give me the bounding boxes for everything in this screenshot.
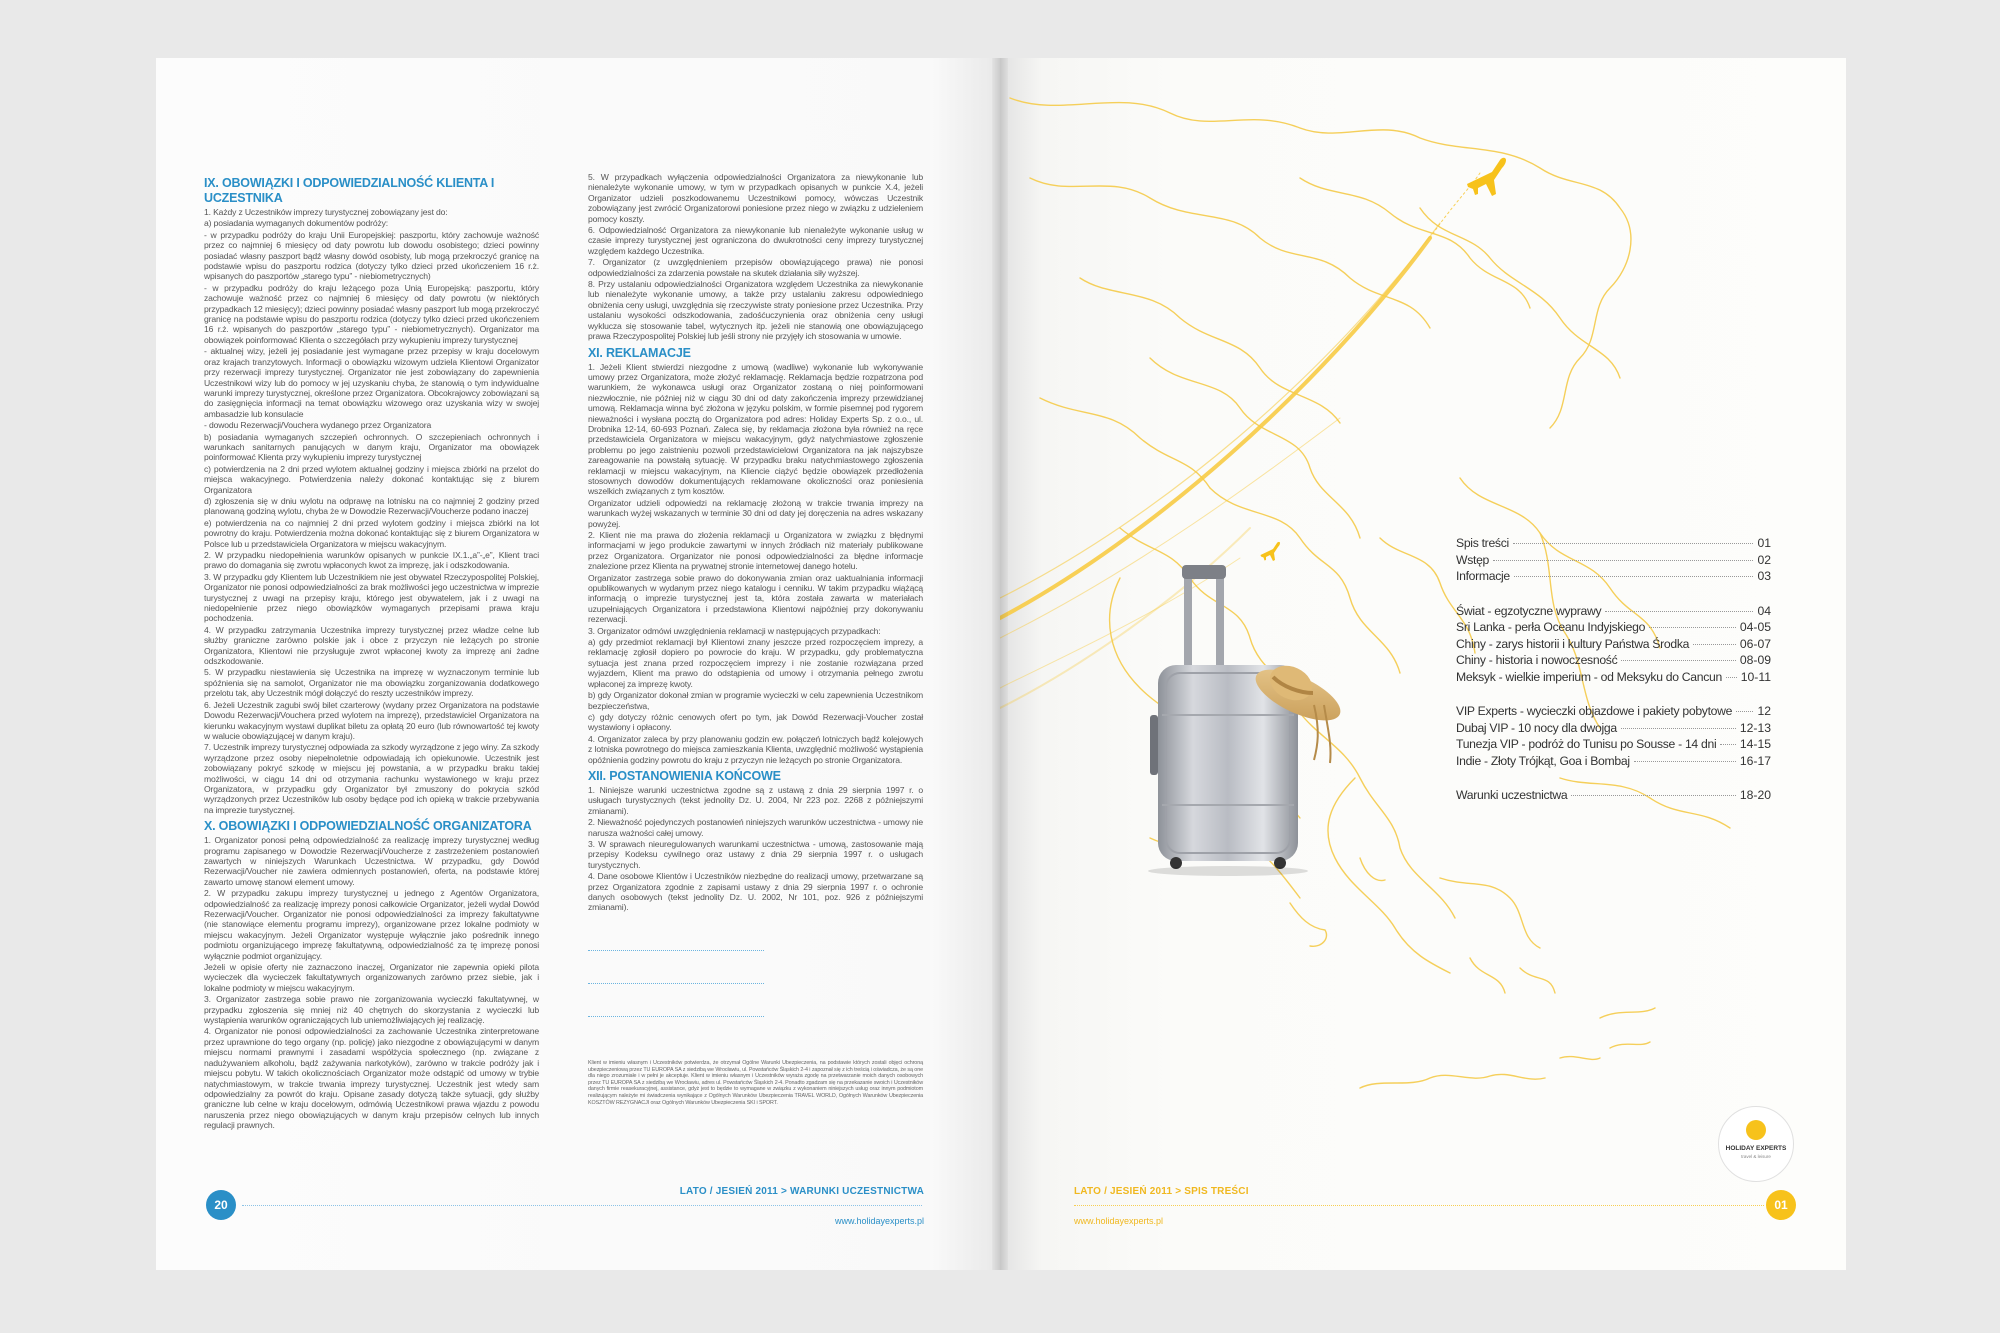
toc-entry-page: 10-11 xyxy=(1740,669,1771,684)
logo-wordmark: HOLIDAY EXPERTS xyxy=(1725,1145,1787,1152)
toc-entry-title: Dubaj VIP - 10 nocy dla dwojga xyxy=(1456,720,1617,735)
page-number-badge: 01 xyxy=(1766,1190,1796,1220)
toc-entry-page: 03 xyxy=(1757,569,1771,583)
toc-entry-title: Chiny - zarys historii i kultury Państwa Środka xyxy=(1456,636,1690,651)
toc-entry[interactable] xyxy=(1456,754,1771,771)
toc-entry[interactable] xyxy=(1456,637,1771,654)
toc-entry[interactable] xyxy=(1456,737,1771,754)
toc-spacer xyxy=(1456,586,1771,604)
toc-entry-title: Sri Lanka - perła Oceanu Indyjskiego xyxy=(1456,620,1646,634)
terms-paragraph: 4. Organizator nie ponosi odpowiedzialności za zachowanie Uczestnika zinterpretowane przez uprawnione do tego organy (np. policję) jako niezgodne z obowiązującymi w danym miejscu normami prawnymi i zasadami współżycia społecznego (np. związane z nadużywaniem alkoholu, bądź zażywania narkotyków), zarówno w trakcie podróży jak i miejscu pobytu. W takich okolicznościach Organizator może odstąpić od umowy w trybie natychmiastowym, w trakcie trwania imprezy turystycznej. Uczestnik jest wtedy sam odpowiedzialny za powrót do kraju. Opisane zasady dotyczą także sytuacji, gdy służby graniczne lub celne w kraju docelowym, odmówią Uczestnikowi prawa wjazdu z powodu naruszenia przez niego obowiązujących w danym kraju przepisów celnych lub innych regulacji prawnych. xyxy=(204,1026,539,1131)
terms-paragraph: 3. W przypadku gdy Klientem lub Uczestnikiem nie jest obywatel Rzeczypospolitej Polskiej, Organizator nie ponosi odpowiedzialności za brak możliwości jego uczestnictwa w imprezie turystycznej z uwagi na przepisy kraju, którego jest obywatelem, jak i z uwagi na niedopełnienie przez niego obowiązków wymaganych przepisami prawa kraju pochodzenia. xyxy=(204,571,539,624)
section-xii-title: XII. POSTANOWIENIA KOŃCOWE xyxy=(588,768,781,783)
toc-entry-page: 14-15 xyxy=(1739,737,1771,751)
toc-entry-title: Wstęp xyxy=(1456,552,1490,567)
toc-spacer xyxy=(1456,770,1771,788)
section-xi-body xyxy=(588,362,923,765)
toc-entry[interactable] xyxy=(1456,788,1771,805)
section-xi-title: XI. REKLAMACJE xyxy=(588,345,691,360)
toc-leader-dots xyxy=(1720,744,1735,745)
terms-paragraph: a) posiadania wymaganych dokumentów podróży: xyxy=(204,218,389,229)
sun-icon xyxy=(1746,1120,1766,1140)
toc-leader-dots xyxy=(1571,795,1735,796)
footer-dotted-rule xyxy=(242,1205,922,1206)
airplane-icon xyxy=(1462,154,1510,198)
terms-paragraph: 3. Organizator odmówi uwzględnienia reklamacji w następujących przypadkach: xyxy=(588,625,881,636)
terms-paragraph: - w przypadku podróży do kraju leżącego poza Unią Europejską: paszportu, który zachowuje ważność przez co najmniej 6 miesięcy od daty powrotu (w niektórych przypadkach 12 miesięcy); dzieci powinny posiadać własny paszport lub mogą przekroczyć granicę na podstawie wpisu do paszportu rodzica (dotyczy tylko dzieci przed ukończeniem 16 r.ż. wpisanych do paszportów „starego typu” - niebiometrycznych). Organizator ma obowiązek poinformować Klienta o szczegółach przy wykupieniu imprezy turystycznej xyxy=(204,282,539,345)
terms-paragraph: 1. Organizator ponosi pełną odpowiedzialność za realizację imprezy turystycznej według programu zapisanego w Dowodzie Rezerwacji/Voucherze z zastrzeżeniem postanowień zawartych w niniejszych Warunkach Uczestnictwa. W przypadku, gdy Dowód Rezerwacji/Voucher nie zawiera odmiennych postanowień, oferta, na podstawie której zawarto umowę stanowi element umowy. xyxy=(204,835,539,887)
toc-entry-page: 02 xyxy=(1757,552,1771,567)
page-number-badge: 20 xyxy=(206,1190,236,1220)
signature-line xyxy=(588,1016,764,1017)
footer-section-label: LATO / JESIEŃ 2011 > WARUNKI UCZESTNICTWA xyxy=(679,1186,924,1197)
toc-leader-dots xyxy=(1514,576,1754,577)
signature-line xyxy=(588,950,764,951)
toc-entry[interactable] xyxy=(1456,604,1771,621)
terms-paragraph: 3. W sprawach nieuregulowanych warunkami uczestnictwa - umową, zastosowanie mają przepisy Kodeksu cywilnego oraz ustawy z dnia 29 sierpnia 1997 r. o usługach turystycznych. xyxy=(588,838,923,870)
terms-paragraph: c) gdy dotyczy różnic cenowych ofert po tym, jak Dowód Rezerwacji-Voucher został wystawiony i opłacony. xyxy=(588,711,923,733)
toc-entry[interactable] xyxy=(1456,721,1771,738)
toc-entry[interactable] xyxy=(1456,620,1771,637)
terms-paragraph: 4. W przypadku zatrzymania Uczestnika imprezy turystycznej przez władze celne lub służby graniczne zarówno polskie jak i obce z przyczyn nie leżących po stronie Organizatora, Klientowi nie przysługuje zwrot wpłaconej kwoty za imprezę ani żadne odszkodowanie. xyxy=(204,624,539,667)
footer-url: www.holidayexperts.pl xyxy=(834,1216,924,1226)
toc-group xyxy=(1456,604,1771,687)
spine-shadow xyxy=(992,58,1008,1270)
toc-entry[interactable] xyxy=(1456,653,1771,670)
toc-leader-dots xyxy=(1634,761,1736,762)
airplane-small-icon xyxy=(1258,540,1282,562)
toc-leader-dots xyxy=(1621,728,1736,729)
signature-line xyxy=(588,983,764,984)
toc-group xyxy=(1456,788,1771,805)
section-ix-title: IX. OBOWIĄZKI I ODPOWIEDZIALNOŚĆ KLIENTA I UCZESTNIKA xyxy=(204,176,495,205)
toc-entry-title: Informacje xyxy=(1456,569,1510,583)
terms-paragraph: a) gdy przedmiot reklamacji był Klientowi znany jeszcze przed rozpoczęciem imprezy, a reklamację zgłosił dopiero po powrocie do kraju. W przypadku, gdy problematyczna sytuacja jest znana przed rozpoczęciem imprezy i nie zostanie rozwiązana przed wyjazdem, Klient ma prawo do odstąpienia od umowy i otrzymania pełnego zwrotu wpłaconej za imprezę kwoty. xyxy=(588,637,923,689)
terms-paragraph: 1. Każdy z Uczestników imprezy turystycznej zobowiązany jest do: xyxy=(204,207,448,217)
toc-entry-page: 16-17 xyxy=(1739,753,1771,768)
toc-entry[interactable] xyxy=(1456,569,1771,586)
terms-paragraph: b) posiadania wymaganych szczepień ochronnych. O szczepieniach ochronnych i warunkach sanitarnych panujących w danym kraju, Organizator ma obowiązek poinformować Klienta przy wykupieniu imprezy turystycznej xyxy=(204,431,539,463)
toc-entry-title: Spis treści xyxy=(1456,536,1509,550)
footer-url: www.holidayexperts.pl xyxy=(1074,1216,1164,1226)
toc-leader-dots xyxy=(1693,644,1736,645)
toc-entry-page: 04 xyxy=(1757,603,1771,618)
toc-leader-dots xyxy=(1736,711,1753,712)
toc-entry-page: 18-20 xyxy=(1739,788,1771,802)
toc-entry[interactable] xyxy=(1456,670,1771,687)
terms-paragraph: 4. Organizator zaleca by przy planowaniu godzin ew. połączeń lotniczych bądź kolejowych z lotniska powrotnego do miejsca zamieszkania Klienta, uwzględnić możliwość wystąpienia opóźnienia godziny powrotu do kraju z przyczyn nie leżących po stronie Organizatora. xyxy=(588,733,923,765)
terms-paragraph: 4. Dane osobowe Klientów i Uczestników niezbędne do realizacji umowy, przetwarzane są przez Organizatora zgodnie z zapisami ustawy z dnia 29 sierpnia 1997 r. o ochronie danych osobowych (tekst jednolity Dz. U. 2002, Nr 101, poz. 926 z późniejszymi zmianami). xyxy=(588,871,923,913)
terms-paragraph: e) potwierdzenia na co najmniej 2 dni przed wylotem godziny i miejsca zbiórki na lot powrotny do kraju. Potwierdzenia można dokonać kontaktując się z biurem Organizatora w Polsce lub u przedstawiciela Organizatora w miejscu wakacyjnym. xyxy=(204,517,539,549)
section-x-title: X. OBOWIĄZKI I ODPOWIEDZIALNOŚĆ ORGANIZATORA xyxy=(204,819,532,834)
toc-entry-page: 06-07 xyxy=(1739,636,1771,651)
toc-entry-title: Warunki uczestnictwa xyxy=(1456,788,1568,802)
toc-group xyxy=(1456,704,1771,770)
section-xii-body xyxy=(588,785,923,913)
terms-paragraph: 2. W przypadku niedopełnienia warunków opisanych w punkcie IX.1.„a”-„e”, Klient traci prawo do domagania się zwrotu wpłaconych kwot za imprezę, jak i odszkodowania. xyxy=(204,550,539,571)
right-page xyxy=(1000,58,1846,1270)
terms-paragraph: c) potwierdzenia na 2 dni przed wylotem aktualnej godziny i miejsca zbiórki na przelot do miejsca wakacyjnego. Potwierdzenia należy dokonać kontaktując się z biurem Organizatora xyxy=(204,463,539,495)
terms-paragraph: 5. W przypadkach wyłączenia odpowiedzialności Organizatora za niewykonanie lub nienależyte wykonanie umowy, w tym w przypadkach opisanych w punkcie X.4, jeżeli Organizator udzieli poszkodowanemu Uczestnikowi pomocy, wówczas Uczestnik zobowiązany jest zwrócić Organizatorowi poniesione przez niego w związku z udzieleniem pomocy koszty. xyxy=(588,172,923,224)
footer-section-label: LATO / JESIEŃ 2011 > SPIS TREŚCI xyxy=(1074,1186,1249,1197)
terms-paragraph: - w przypadku podróży do kraju Unii Europejskiej: paszportu, który zachowuje ważność przez co najmniej 6 miesięcy od daty powrotu lub dowodu osobistego; dzieci powinny posiadać własny paszport bądź własny dowód osobisty, lub mogą przekroczyć granicę na podstawie wpisu do paszportu rodzica (dotyczy tylko dzieci przed ukończeniem 16 r.ż. wpisanych do paszportów „starego typu” - niebiometrycznych) xyxy=(204,229,539,282)
insurance-fineprint: Klient w imieniu własnym i Uczestników potwierdza, że otrzymał Ogólne Warunki Ubezpieczenia, na podstawie których zostali objęci ochroną ubezpieczeniową przez TU EUROPA SA z siedzibą we Wrocławiu, ul. Powstańców Śląskich 2-4 i zapoznał się z ich treścią i oświadcza, że są one dla niego zrozumiałe i w pełni je akceptuje. Klient w imieniu własnym i Uczestników wyraża zgodę na przetwarzanie moich danych osobowych przez TU EUROPA SA z siedzibą we Wrocławiu, adres ul. Powstańców Śląskich 2-4. Ponadto zgadzam się na przekazanie swoich i Uczestników danych firmie reasekuracyjnej, assistance, gdyż jest to będzie to wymagane w związku z wykonaniem niniejszych usług oraz innym podmiotom realizującym należyte mi świadczenia wynikające z Ogólnych Warunków Ubezpieczenia TRAVEL WORLD, Ogólnych Warunków Ubezpieczenia KOSZTÓW REZYGNACJI oraz Ogólnych Warunków Ubezpieczenia SKI i SPORT. xyxy=(588,1060,923,1106)
terms-paragraph: Jeżeli w opisie oferty nie zaznaczono inaczej, Organizator nie zapewnia opieki pilota wycieczek dla wycieczek fakultatywnych organizowanych zarówno przez siebie, jak i lokalne podmioty w miejscu wakacyjnym. xyxy=(204,962,539,993)
table-of-contents xyxy=(1456,536,1771,805)
toc-entry-title: Tunezja VIP - podróż do Tunisu po Sousse - 14 dni xyxy=(1456,737,1717,751)
toc-leader-dots xyxy=(1621,660,1735,661)
terms-paragraph: 2. Nieważność pojedynczych postanowień niniejszych warunków uczestnictwa - umowy nie narusza ważności całej umowy. xyxy=(588,817,923,838)
toc-leader-dots xyxy=(1513,543,1754,544)
footer-dotted-rule xyxy=(1074,1205,1764,1206)
toc-entry-page: 04-05 xyxy=(1739,620,1771,634)
toc-entry-title: Chiny - historia i nowoczesność xyxy=(1456,653,1618,667)
toc-leader-dots xyxy=(1726,677,1737,678)
terms-paragraph: 6. Odpowiedzialność Organizatora za niewykonanie lub nienależyte wykonanie usług w czasie imprezy turystycznej jest ograniczona do dwukrotności ceny imprezy turystycznej względem każdego Uczestnika. xyxy=(588,225,923,256)
toc-leader-dots xyxy=(1493,560,1753,561)
terms-paragraph: 1. Jeżeli Klient stwierdzi niezgodne z umową (wadliwe) wykonanie lub wykonywanie umowy przez Organizatora, może złożyć reklamację. Reklamacja będzie rozpatrzona pod warunkiem, że wykonawca usługi oraz Organizator zostaną o niej poinformowani niezwłocznie, nie później niż w ciągu 30 dni od daty zakończenia imprezy przewidzianej umową. Reklamacja winna być złożona w języku polskim, w formie pisemnej pod rygorem nieważności i wysłana pocztą do Organizatora pod adres: Holiday Experts Sp. z o.o., ul. Drobnika 12-14, 60-693 Poznań. Zaleca się, by reklamacja złożona była również na ręce przedstawiciela Organizatora w miejscu wakacyjnym, gdyż natychmiastowe zgłoszenie problemu po jego zaistnieniu pozwoli przedstawicielowi Organizatora na jak najszybsze zareagowanie na powstałą sytuację. W przypadku braku natychmiastowego zgłoszenia reklamacji w miejscu wakacyjnym, na Kliencie ciążyć będzie obowiązek przedłożenia stosownych dowodów dokumentujących reklamowane okoliczności oraz poniesienia wszelkich związanych z tym kosztów. xyxy=(588,361,923,497)
terms-column-left xyxy=(204,172,539,1132)
toc-entry-title: Meksyk - wielkie imperium - od Meksyku do Cancun xyxy=(1456,669,1723,684)
terms-paragraph: b) gdy Organizator dokonał zmian w programie wycieczki w celu zapewnienia Uczestnikom bezpieczeństwa, xyxy=(588,690,923,711)
terms-paragraph: 6. Jeżeli Uczestnik zagubi swój bilet czarterowy (wydany przez Organizatora na podstawie Dowodu Rezerwacji/Vouchera przed wylotem na imprezę), przedstawiciel Organizatora na kierunku wakacyjnym wystawi duplikat biletu za opłatą 20 euro (lub równowartość tej kwoty w walucie obowiązującej w danym kraju). xyxy=(204,699,539,741)
terms-paragraph: Organizator zastrzega sobie prawo do dokonywania zmian oraz uaktualniania informacji opublikowanych w wydanym przez niego katalogu i cenniku. W takim przypadku wiążącą informacją o imprezie turystycznej jest ta, która została zawarta w materiałach uzupełniających Organizatora i przedstawiona Klientowi najpóźniej przy dokonywaniu rezerwacji. xyxy=(588,572,923,625)
section-ix-body xyxy=(204,207,539,815)
section-x-continued-body xyxy=(588,172,923,342)
toc-entry-page: 08-09 xyxy=(1739,653,1771,667)
terms-paragraph: 8. Przy ustalaniu odpowiedzialności Organizatora względem Uczestnika za niewykonanie lub nienależyte wykonanie umowy, a także przy ustalaniu zakresu odpowiedniego obniżenia ceny usługi, uwzględnia się rzeczywiste straty poniesione przez Uczestnika. Przy ustalaniu wysokości odszkodowania, zadośćuczynienia oraz obniżenia ceny usługi wyklucza się stosowanie tabel, wytycznych itp. jeżeli nie stanowią one obowiązującego prawa Rzeczypospolitej Polskiej lub jeśli strony nie przyjęły ich stosowania w umowie. xyxy=(588,279,923,342)
section-x-body xyxy=(204,835,539,1130)
terms-column-right xyxy=(588,172,923,914)
toc-entry-page: 12 xyxy=(1757,704,1771,718)
terms-paragraph: 1. Niniejsze warunki uczestnictwa zgodne są z ustawą z dnia 29 sierpnia 1997 r. o usługach turystycznych (tekst jednolity Dz. U. 2004, Nr 223 poz. 2268 z późniejszymi zmianami). xyxy=(588,784,923,816)
toc-entry-title: Świat - egzotyczne wyprawy xyxy=(1456,603,1602,618)
terms-paragraph: 7. Organizator (z uwzględnieniem przepisów obowiązującego prawa) nie ponosi odpowiedzialności za zdarzenia powstałe na skutek działania siły wyższej. xyxy=(588,257,923,278)
logo-tagline: travel & leisure xyxy=(1741,1154,1771,1159)
terms-paragraph: 2. W przypadku zakupu imprezy turystycznej u jednego z Agentów Organizatora, odpowiedzialność za realizację imprezy ponosi całkowicie Organizator, jeżeli wydał Dowód Rezerwacji/Voucher. Organizator nie ponosi odpowiedzialności za imprezy fakultatywne (nie stanowiące elementu programu imprezy), organizowane przez lokalne podmioty w miejscu wakacyjnym. Jeżeli Organizator występuje wyłącznie jako pośrednik innego podmiotu organizującego imprezę fakultatywną, odpowiedzialność za tę imprezę ponosi wyłącznie podmiot organizujący. xyxy=(204,888,539,961)
toc-entry[interactable] xyxy=(1456,704,1771,721)
toc-group xyxy=(1456,536,1771,586)
terms-paragraph: d) zgłoszenia się w dniu wylotu na odprawę na lotnisku na co najmniej 2 godziny przed planowaną godziną wylotu, chyba że w Dowodzie Rezerwacji/Voucherze podano inaczej xyxy=(204,495,539,517)
terms-paragraph: - aktualnej wizy, jeżeli jej posiadanie jest wymagane przez przepisy w kraju docelowym oraz krajach tranzytowych. Informacji o obowiązku wizowym udziela Klientowi Organizator przy rezerwacji imprezy turystycznej. Organizator nie jest zobowiązany do zapewnienia Uczestnikowi wizy lub do pomocy w jej uzyskaniu chyba, że stanowią o tym indywidualne warunki imprezy turystycznej, określone przez Organizatora. Obcokrajowcy zobowiązani są do zasięgnięcia informacji na temat obowiązku wizowego oraz uzyskania wizy w swojej ambasadzie lub konsulacie xyxy=(204,346,539,419)
terms-paragraph: 3. Organizator zastrzega sobie prawo nie zorganizowania wycieczki fakultatywnej, w przypadku zgłoszenia się mniej niż 40 chętnych do skorzystania z wycieczki lub wystąpienia warunków ograniczających lub uniemożliwiających jej realizację. xyxy=(204,994,539,1026)
toc-entry-title: VIP Experts - wycieczki objazdowe i pakiety pobytowe xyxy=(1456,704,1733,718)
terms-paragraph: - dowodu Rezerwacji/Vouchera wydanego przez Organizatora xyxy=(204,420,432,431)
toc-leader-dots xyxy=(1649,627,1736,628)
toc-entry-title: Indie - Złoty Trójkąt, Goa i Bombaj xyxy=(1456,753,1630,768)
toc-spacer xyxy=(1456,686,1771,704)
terms-paragraph: 5. W przypadku niestawienia się Uczestnika na imprezę w wyznaczonym terminie lub spóźnienia się na samolot, Organizator nie ma obowiązku zorganizowania dodatkowego przelotu tak, aby Uczestnik mógł dołączyć do reszty uczestników imprezy. xyxy=(204,667,539,699)
toc-leader-dots xyxy=(1605,611,1753,612)
toc-entry-page: 12-13 xyxy=(1739,720,1771,735)
toc-entry[interactable] xyxy=(1456,536,1771,553)
toc-entry[interactable] xyxy=(1456,553,1771,570)
suitcase-image xyxy=(1148,565,1348,877)
terms-paragraph: 7. Uczestnik imprezy turystycznej odpowiada za szkody wyrządzone z jego winy. Za szkody wyrządzone przez osoby niepełnoletnie odpowiadają ich opiekunowie. Uczestnik jest zobowiązany pokryć szkodę w miejscu jej powstania, a w przypadku braku takiej możliwości, w ciągu 14 dni od otrzymania rachunku wystawionego w kraju przez Organizatora, w przypadku gdy Organizator był zmuszony do pokrycia szkód wyrządzonych przez Uczestników lub osoby będące pod ich opieką w trakcie przebywania na imprezie turystycznej. xyxy=(204,742,539,815)
terms-paragraph: Organizator udzieli odpowiedzi na reklamację złożoną w trakcie trwania imprezy na warunkach wyżej wskazanych w terminie 30 dni od daty jej doręczenia na adres wskazany powyżej. xyxy=(588,497,923,529)
left-page xyxy=(156,58,1000,1270)
terms-paragraph: 2. Klient nie ma prawa do złożenia reklamacji u Organizatora w związku z błędnymi informacjami w jego produkcie zawartymi w innych źródłach niż materiały publikowane przez Organizatora. Organizator nie ponosi odpowiedzialności za błędne informacje znalezione przez Klienta na prywatnej stronie internetowej danego hotelu. xyxy=(588,530,923,572)
holiday-experts-logo xyxy=(1718,1106,1794,1182)
toc-entry-page: 01 xyxy=(1757,536,1771,550)
